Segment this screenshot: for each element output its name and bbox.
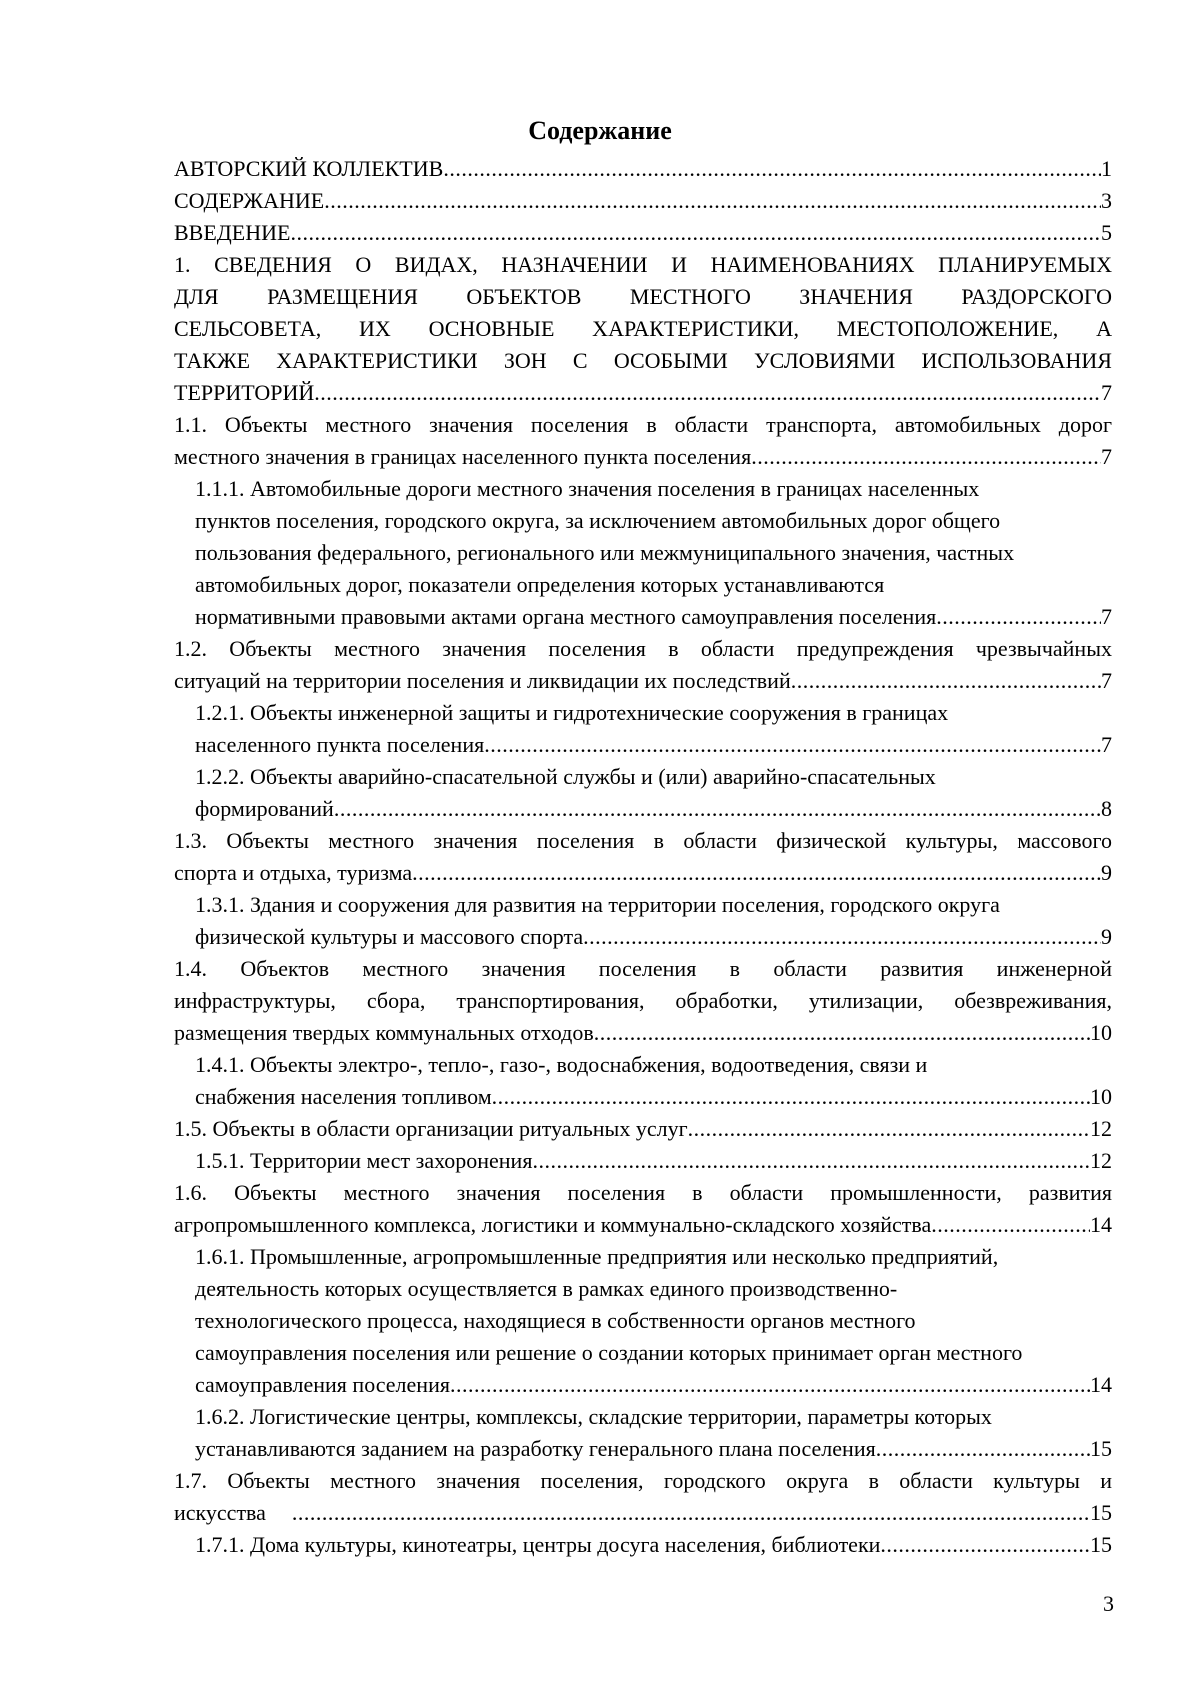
toc-page-number: 7 [1101, 444, 1112, 469]
dot-leader [876, 1433, 1090, 1465]
toc-page-number: 12 [1090, 1148, 1112, 1173]
toc-entry[interactable] [195, 1241, 1112, 1401]
toc-entry[interactable] [174, 409, 1112, 473]
toc-entry-text-line: 1.2. Объекты местного значения поселения в области предупреждения чрезвычайных [174, 636, 1112, 661]
toc-page-number: 15 [1090, 1500, 1112, 1525]
toc-entry[interactable] [174, 633, 1112, 697]
toc-entry-text-line: 1.4.1. Объекты электро-, тепло-, газо-, водоснабжения, водоотведения, связи и [195, 1052, 928, 1077]
dot-leader [450, 1369, 1090, 1401]
toc-entry-text-line: искусства [174, 1500, 266, 1525]
dot-leader [532, 1145, 1090, 1177]
dot-leader [594, 1017, 1090, 1049]
toc-page-number: 9 [1101, 924, 1112, 949]
toc-entry-text-line: технологического процесса, находящиеся в собственности органов местного [195, 1308, 916, 1333]
toc-entry-text-line: размещения твердых коммунальных отходов [174, 1020, 594, 1045]
dot-leader [751, 441, 1101, 473]
toc-entry[interactable] [195, 761, 1112, 825]
dot-leader [688, 1113, 1090, 1145]
toc-page-number: 7 [1101, 380, 1112, 405]
toc-entry-text-line: СЕЛЬСОВЕТА, ИХ ОСНОВНЫЕ ХАРАКТЕРИСТИКИ, МЕСТОПОЛОЖЕНИЕ, А [174, 316, 1112, 341]
toc-page-number: 8 [1101, 796, 1112, 821]
toc-entry-text-line: нормативными правовыми актами органа местного самоуправления поселения [195, 604, 937, 629]
table-of-contents [174, 153, 1112, 1561]
toc-entry[interactable] [195, 889, 1112, 953]
toc-entry-text-line: 1.3. Объекты местного значения поселения в области физической культуры, массового [174, 828, 1112, 853]
toc-page-number: 3 [1101, 188, 1112, 213]
toc-page-number: 7 [1101, 604, 1112, 629]
toc-entry-text-line: 1.6.2. Логистические центры, комплексы, складские территории, параметры которых [195, 1404, 992, 1429]
toc-entry-text-line: 1.6.1. Промышленные, агропромышленные предприятия или несколько предприятий, [195, 1244, 999, 1269]
toc-entry-text-line: спорта и отдыха, туризма [174, 860, 413, 885]
page-number: 3 [1103, 1591, 1114, 1616]
toc-entry[interactable] [174, 153, 1112, 185]
toc-entry[interactable] [195, 1145, 1112, 1177]
toc-page-number: 10 [1090, 1084, 1112, 1109]
toc-entry[interactable] [195, 1401, 1112, 1465]
toc-entry-text-line: 1.1.1. Автомобильные дороги местного значения поселения в границах населенных [195, 476, 980, 501]
dot-leader [880, 1529, 1090, 1561]
toc-entry-text-line: 1.7.1. Дома культуры, кинотеатры, центры досуга населения, библиотеки [195, 1532, 881, 1557]
toc-page-number: 10 [1090, 1020, 1112, 1045]
toc-entry-text-line: формирований [195, 796, 334, 821]
toc-entry[interactable] [174, 1465, 1112, 1529]
dot-leader [583, 921, 1101, 953]
toc-page-number: 14 [1090, 1372, 1112, 1397]
toc-entry[interactable] [174, 825, 1112, 889]
toc-entry-text-line: ТЕРРИТОРИЙ [174, 380, 315, 405]
toc-entry-text-line: 1.4. Объектов местного значения поселения в области развития инженерной [174, 956, 1112, 981]
toc-entry[interactable] [195, 1049, 1112, 1113]
dot-leader [314, 377, 1101, 409]
toc-page-number: 9 [1101, 860, 1112, 885]
toc-entry-text-line: самоуправления поселения [195, 1372, 450, 1397]
toc-entry-text-line: 1.3.1. Здания и сооружения для развития на территории поселения, городского округа [195, 892, 1000, 917]
toc-entry-text-line: автомобильных дорог, показатели определения которых устанавливаются [195, 572, 885, 597]
toc-page-number: 14 [1090, 1212, 1112, 1237]
toc-entry-text-line: СОДЕРЖАНИЕ [174, 188, 325, 213]
toc-entry-text-line: устанавливаются заданием на разработку генерального плана поселения [195, 1436, 876, 1461]
toc-entry-text-line: АВТОРСКИЙ КОЛЛЕКТИВ [174, 156, 444, 181]
dot-leader [492, 1081, 1090, 1113]
dot-leader [324, 185, 1101, 217]
toc-entry[interactable] [174, 217, 1112, 249]
toc-page-number: 7 [1101, 668, 1112, 693]
dot-leader [334, 793, 1101, 825]
toc-entry-text-line: населенного пункта поселения [195, 732, 485, 757]
toc-entry-text-line: инфраструктуры, сбора, транспортирования, обработки, утилизации, обезвреживания, [174, 988, 1112, 1013]
dot-leader [443, 153, 1101, 185]
dot-leader [484, 729, 1101, 761]
toc-entry-text-line: физической культуры и массового спорта [195, 924, 584, 949]
toc-page-number: 15 [1090, 1532, 1112, 1557]
toc-entry-text-line: снабжения населения топливом [195, 1084, 492, 1109]
toc-page-number: 15 [1090, 1436, 1112, 1461]
toc-entry[interactable] [174, 249, 1112, 409]
toc-entry-text-line: 1.2.1. Объекты инженерной защиты и гидротехнические сооружения в границах [195, 700, 949, 725]
toc-page-number: 12 [1090, 1116, 1112, 1141]
toc-entry-text-line: 1.1. Объекты местного значения поселения в области транспорта, автомобильных дорог [174, 412, 1112, 437]
toc-entry-text-line: ВВЕДЕНИЕ [174, 220, 291, 245]
toc-entry-text-line: 1.5. Объекты в области организации ритуальных услуг [174, 1116, 688, 1141]
toc-entry[interactable] [195, 473, 1112, 633]
toc-entry-text-line: 1.7. Объекты местного значения поселения, городского округа в области культуры и [174, 1468, 1112, 1493]
toc-entry-text-line: ДЛЯ РАЗМЕЩЕНИЯ ОБЪЕКТОВ МЕСТНОГО ЗНАЧЕНИЯ РАЗДОРСКОГО [174, 284, 1112, 309]
toc-entry[interactable] [195, 1529, 1112, 1561]
toc-entry-text-line: 1.2.2. Объекты аварийно-спасательной службы и (или) аварийно-спасательных [195, 764, 936, 789]
dot-leader [412, 857, 1101, 889]
toc-entry[interactable] [174, 1177, 1112, 1241]
page-title: Содержание [528, 116, 672, 145]
dot-leader [791, 665, 1101, 697]
dot-leader [292, 1497, 1090, 1529]
toc-page-number: 5 [1101, 220, 1112, 245]
toc-entry[interactable] [174, 953, 1112, 1049]
dot-leader [931, 1209, 1090, 1241]
toc-entry-text-line: агропромышленного комплекса, логистики и коммунально-складского хозяйства [174, 1212, 932, 1237]
toc-entry-text-line: 1.5.1. Территории мест захоронения [195, 1148, 533, 1173]
toc-page-number: 7 [1101, 732, 1112, 757]
toc-entry-text-line: 1.6. Объекты местного значения поселения в области промышленности, развития [174, 1180, 1112, 1205]
toc-entry[interactable] [174, 185, 1112, 217]
toc-entry-text-line: самоуправления поселения или решение о создании которых принимает орган местного [195, 1340, 1023, 1365]
toc-entry-text-line: деятельность которых осуществляется в рамках единого производственно- [195, 1276, 898, 1301]
toc-entry-text-line: ситуаций на территории поселения и ликвидации их последствий [174, 668, 791, 693]
toc-page-number: 1 [1101, 156, 1112, 181]
toc-entry-text-line: ТАКЖЕ ХАРАКТЕРИСТИКИ ЗОН С ОСОБЫМИ УСЛОВИЯМИ ИСПОЛЬЗОВАНИЯ [174, 348, 1112, 373]
toc-entry[interactable] [174, 1113, 1112, 1145]
toc-entry[interactable] [195, 697, 1112, 761]
toc-entry-text-line: пунктов поселения, городского округа, за исключением автомобильных дорог общего [195, 508, 1001, 533]
toc-entry-text-line: пользования федерального, регионального или межмуниципального значения, частных [195, 540, 1015, 565]
dot-leader [290, 217, 1101, 249]
dot-leader [936, 601, 1101, 633]
toc-entry-text-line: 1. СВЕДЕНИЯ О ВИДАХ, НАЗНАЧЕНИИ И НАИМЕНОВАНИЯХ ПЛАНИРУЕМЫХ [174, 252, 1112, 277]
toc-entry-text-line: местного значения в границах населенного пункта поселения [174, 444, 752, 469]
